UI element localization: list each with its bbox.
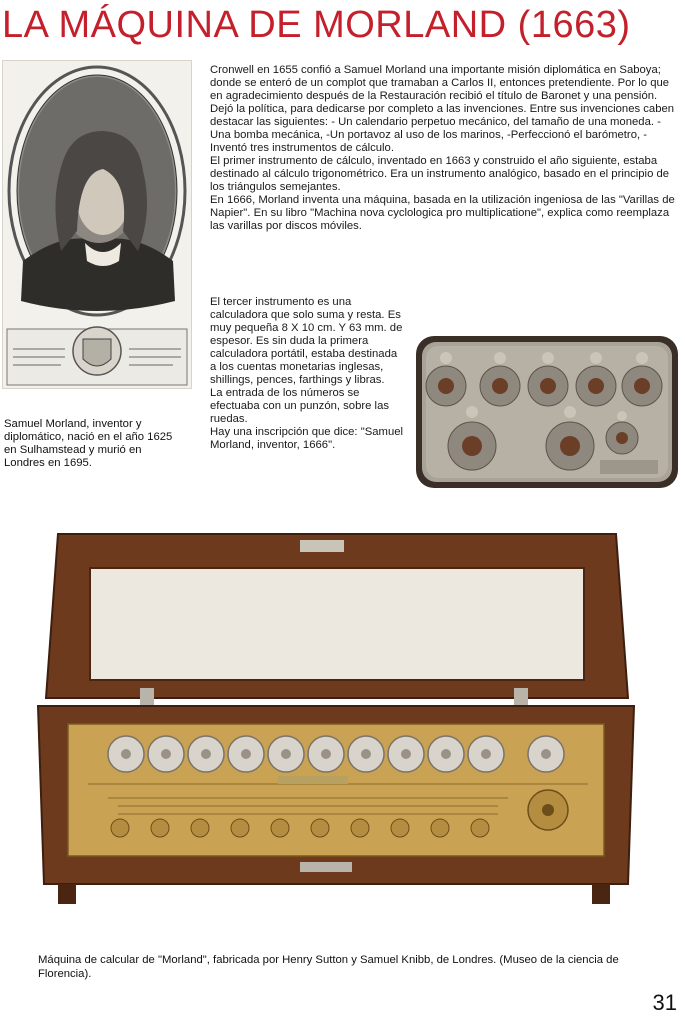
intro-paragraph: Cronwell en 1655 confió a Samuel Morland una importante misión diplomática en Saboya; donde se enteró de un complot que tramaban a Carlos II, entonces pretendiente. Por lo que en agradecimiento después de la Restauración recibió el título de Baronet y una pensión.	[210, 64, 670, 102]
page-title: LA MÁQUINA DE MORLAND (1663)	[2, 4, 631, 46]
third-paragraph: El tercer instrumento es una calculadora que solo suma y resta. Es muy pequeña 8 X 10 cm. Y 63 mm. de espesor. Es sin duda la primera calculadora portátil, estaba destinada a los cuentas monetarias inglesas, shillings, pences, farthings y libras.	[210, 296, 403, 386]
third-instrument-text	[210, 296, 406, 452]
portrait-caption: Samuel Morland, inventor y diplomático, nació en el año 1625 en Sulhamstead y murió en Londres en 1695.	[4, 418, 173, 469]
portrait-engraving	[2, 60, 192, 389]
third-paragraph: La entrada de los números se efectuaba con un punzón, sobre las ruedas.	[210, 387, 389, 425]
intro-paragraph: Dejó la política, para dedicarse por completo a las invenciones. Entre sus invenciones caben destacar las siguientes: - Un calendario perpetuo mecánico, del tamaño de una moneda. -Una bomba mecánica, -Un portavoz al uso de los marinos, -Perfeccionó el barómetro, -Inventó tres instrumentos de cálculo.	[210, 103, 675, 154]
machine-caption: Máquina de calcular de "Morland", fabricada por Henry Sutton y Samuel Knibb, de Londres. (Museo de la ciencia de Florencia).	[38, 954, 619, 980]
intro-text	[210, 64, 676, 233]
morland-machine-photo	[28, 528, 644, 914]
intro-paragraph: En 1666, Morland inventa una máquina, basada en la utilización ingeniosa de las "Varillas de Napier". En su libro "Machina nova cyclologica pro multiplicatione", explica como reemplaza las varillas por discos móviles.	[210, 194, 675, 232]
third-paragraph: Hay una inscripción que dice: "Samuel Morland, inventor, 1666".	[210, 426, 404, 451]
portable-calculator-photo	[410, 332, 682, 492]
intro-paragraph: El primer instrumento de cálculo, inventado en 1663 y construido el año siguiente, estaba destinado al cálculo trigonométrico. Era un instrumento analógico, basado en el principio de los triángulos semejantes.	[210, 155, 670, 193]
page-number: 31	[652, 990, 677, 1015]
